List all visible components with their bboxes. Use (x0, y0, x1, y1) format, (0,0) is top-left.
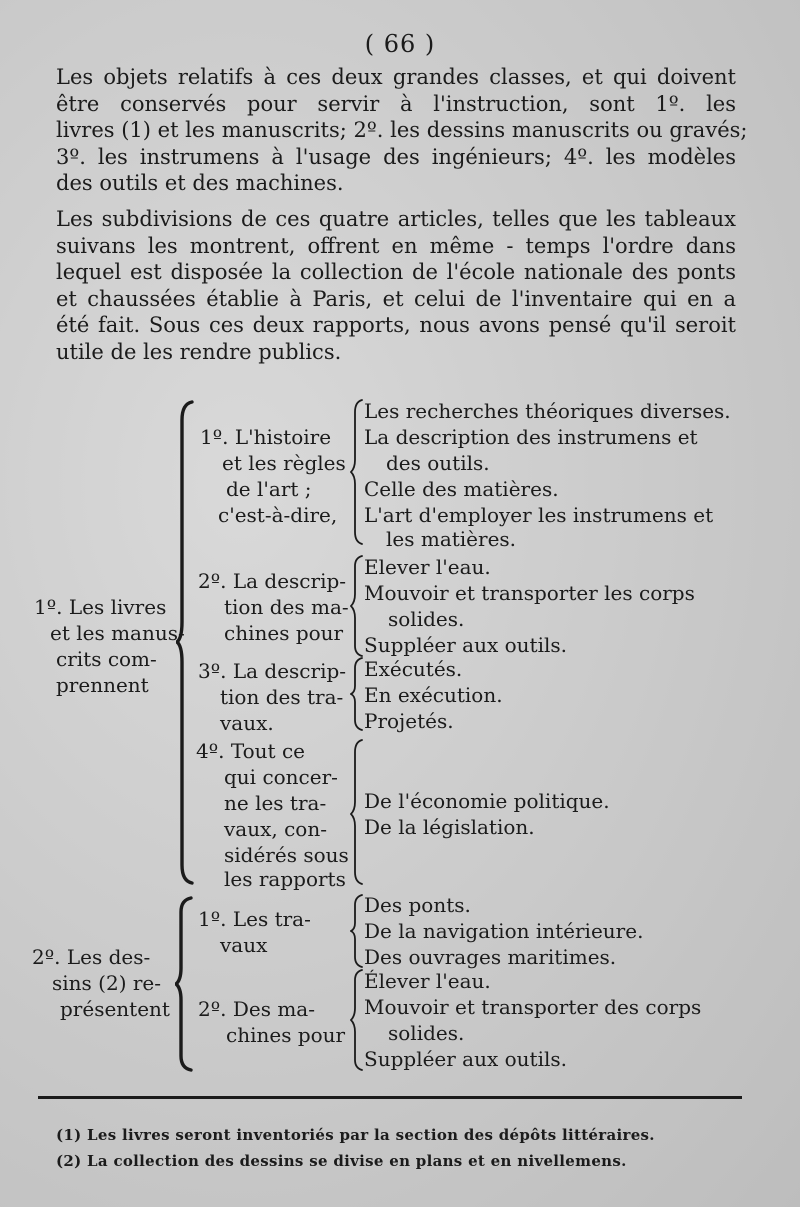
histoire-item: les matières. (386, 527, 517, 551)
travaux-label-line: tion des tra- (220, 685, 344, 709)
brace-dessins-travaux (350, 893, 364, 969)
text-line: suivans les montrent, offrent en même - temps l'ordre dans (56, 233, 736, 258)
rapports-label-line: qui concer- (224, 765, 338, 789)
livres-label-line: 1º. Les livres (34, 595, 167, 619)
footnote-1: (1) Les livres seront inventoriés par la section des dépôts littéraires. (56, 1126, 655, 1144)
travaux-item: En exécution. (364, 683, 503, 707)
footnote-divider (38, 1096, 742, 1099)
dessins-machines-item: Mouvoir et transporter des corps (364, 995, 702, 1019)
machines-item: solides. (388, 607, 465, 631)
histoire-item: Celle des matières. (364, 477, 559, 501)
dessins-travaux-label-line: 1º. Les tra- (198, 907, 311, 931)
dessins-machines-label-line: 2º. Des ma- (198, 997, 315, 1021)
rapports-item: De l'économie politique. (364, 789, 610, 813)
brace-rapports (350, 738, 364, 886)
travaux-item: Exécutés. (364, 657, 463, 681)
brace-histoire (350, 398, 364, 546)
rapports-item: De la législation. (364, 815, 535, 839)
histoire-item: L'art d'employer les instrumens et (364, 503, 714, 527)
text-line: et chaussées établie à Paris, et celui de l'inventaire qui en a (56, 286, 736, 311)
text-line: livres (1) et les manuscrits; 2º. les dessins manuscrits ou gravés; (56, 118, 748, 142)
dessins-travaux-item: Des ponts. (364, 893, 471, 917)
rapports-label-line: sidérés sous (224, 843, 349, 867)
travaux-item: Projetés. (364, 709, 454, 733)
histoire-label-line: c'est-à-dire, (218, 503, 338, 527)
brace-machines (350, 554, 364, 658)
histoire-label-line: de l'art ; (226, 477, 312, 501)
text-line: être conservés pour servir à l'instruction, sont 1º. les (56, 91, 736, 116)
dessins-travaux-item: De la navigation intérieure. (364, 919, 644, 943)
footnote-2: (2) La collection des dessins se divise en plans et en nivellemens. (56, 1152, 627, 1170)
dessins-machines-item: Suppléer aux outils. (364, 1047, 567, 1071)
livres-label-line: et les manus- (50, 621, 185, 645)
histoire-label-line: 1º. L'histoire (200, 425, 332, 449)
machines-item: Mouvoir et transporter les corps (364, 581, 695, 605)
brace-travaux (350, 656, 364, 732)
text-line: utile de les rendre publics. (56, 339, 342, 364)
rapports-label-line: 4º. Tout ce (196, 739, 305, 763)
rapports-label-line: ne les tra- (224, 791, 327, 815)
dessins-machines-item: Élever l'eau. (364, 969, 491, 993)
rapports-label-line: vaux, con- (224, 817, 327, 841)
dessins-travaux-item: Des ouvrages maritimes. (364, 945, 617, 969)
brace-dessins (175, 896, 195, 1072)
machines-label-line: chines pour (224, 621, 344, 645)
dessins-machines-label-line: chines pour (226, 1023, 346, 1047)
histoire-label-line: et les règles (222, 451, 346, 475)
machines-label-line: tion des ma- (224, 595, 349, 619)
histoire-item: Les recherches théoriques diverses. (364, 399, 731, 423)
travaux-label-line: vaux. (220, 711, 274, 735)
text-line: été fait. Sous ces deux rapports, nous avons pensé qu'il seroit (56, 313, 736, 337)
dessins-machines-item: solides. (388, 1021, 465, 1045)
page-number: ( 66 ) (364, 30, 436, 58)
dessins-label-line: 2º. Les des- (32, 945, 151, 969)
dessins-label-line: présentent (60, 997, 170, 1021)
livres-label-line: crits com- (56, 647, 157, 671)
dessins-travaux-label-line: vaux (220, 933, 268, 957)
histoire-item: La description des instrumens et (364, 425, 698, 449)
text-line: 3º. les instrumens à l'usage des ingénieurs; 4º. les modèles (56, 144, 736, 169)
text-line: des outils et des machines. (56, 171, 344, 195)
rapports-label-line: les rapports (224, 867, 346, 891)
machines-item: Suppléer aux outils. (364, 633, 567, 657)
livres-label-line: prennent (56, 673, 149, 697)
machines-item: Elever l'eau. (364, 555, 491, 579)
text-line: Les objets relatifs à ces deux grandes classes, et qui doivent (56, 65, 736, 89)
travaux-label-line: 3º. La descrip- (198, 659, 347, 683)
histoire-item: des outils. (386, 451, 490, 475)
text-line: lequel est disposée la collection de l'école nationale des ponts (56, 260, 736, 284)
machines-label-line: 2º. La descrip- (198, 569, 347, 593)
dessins-label-line: sins (2) re- (52, 971, 162, 995)
text-line: Les subdivisions de ces quatre articles, telles que les tableaux (56, 207, 736, 231)
brace-dessins-machines (350, 968, 364, 1072)
